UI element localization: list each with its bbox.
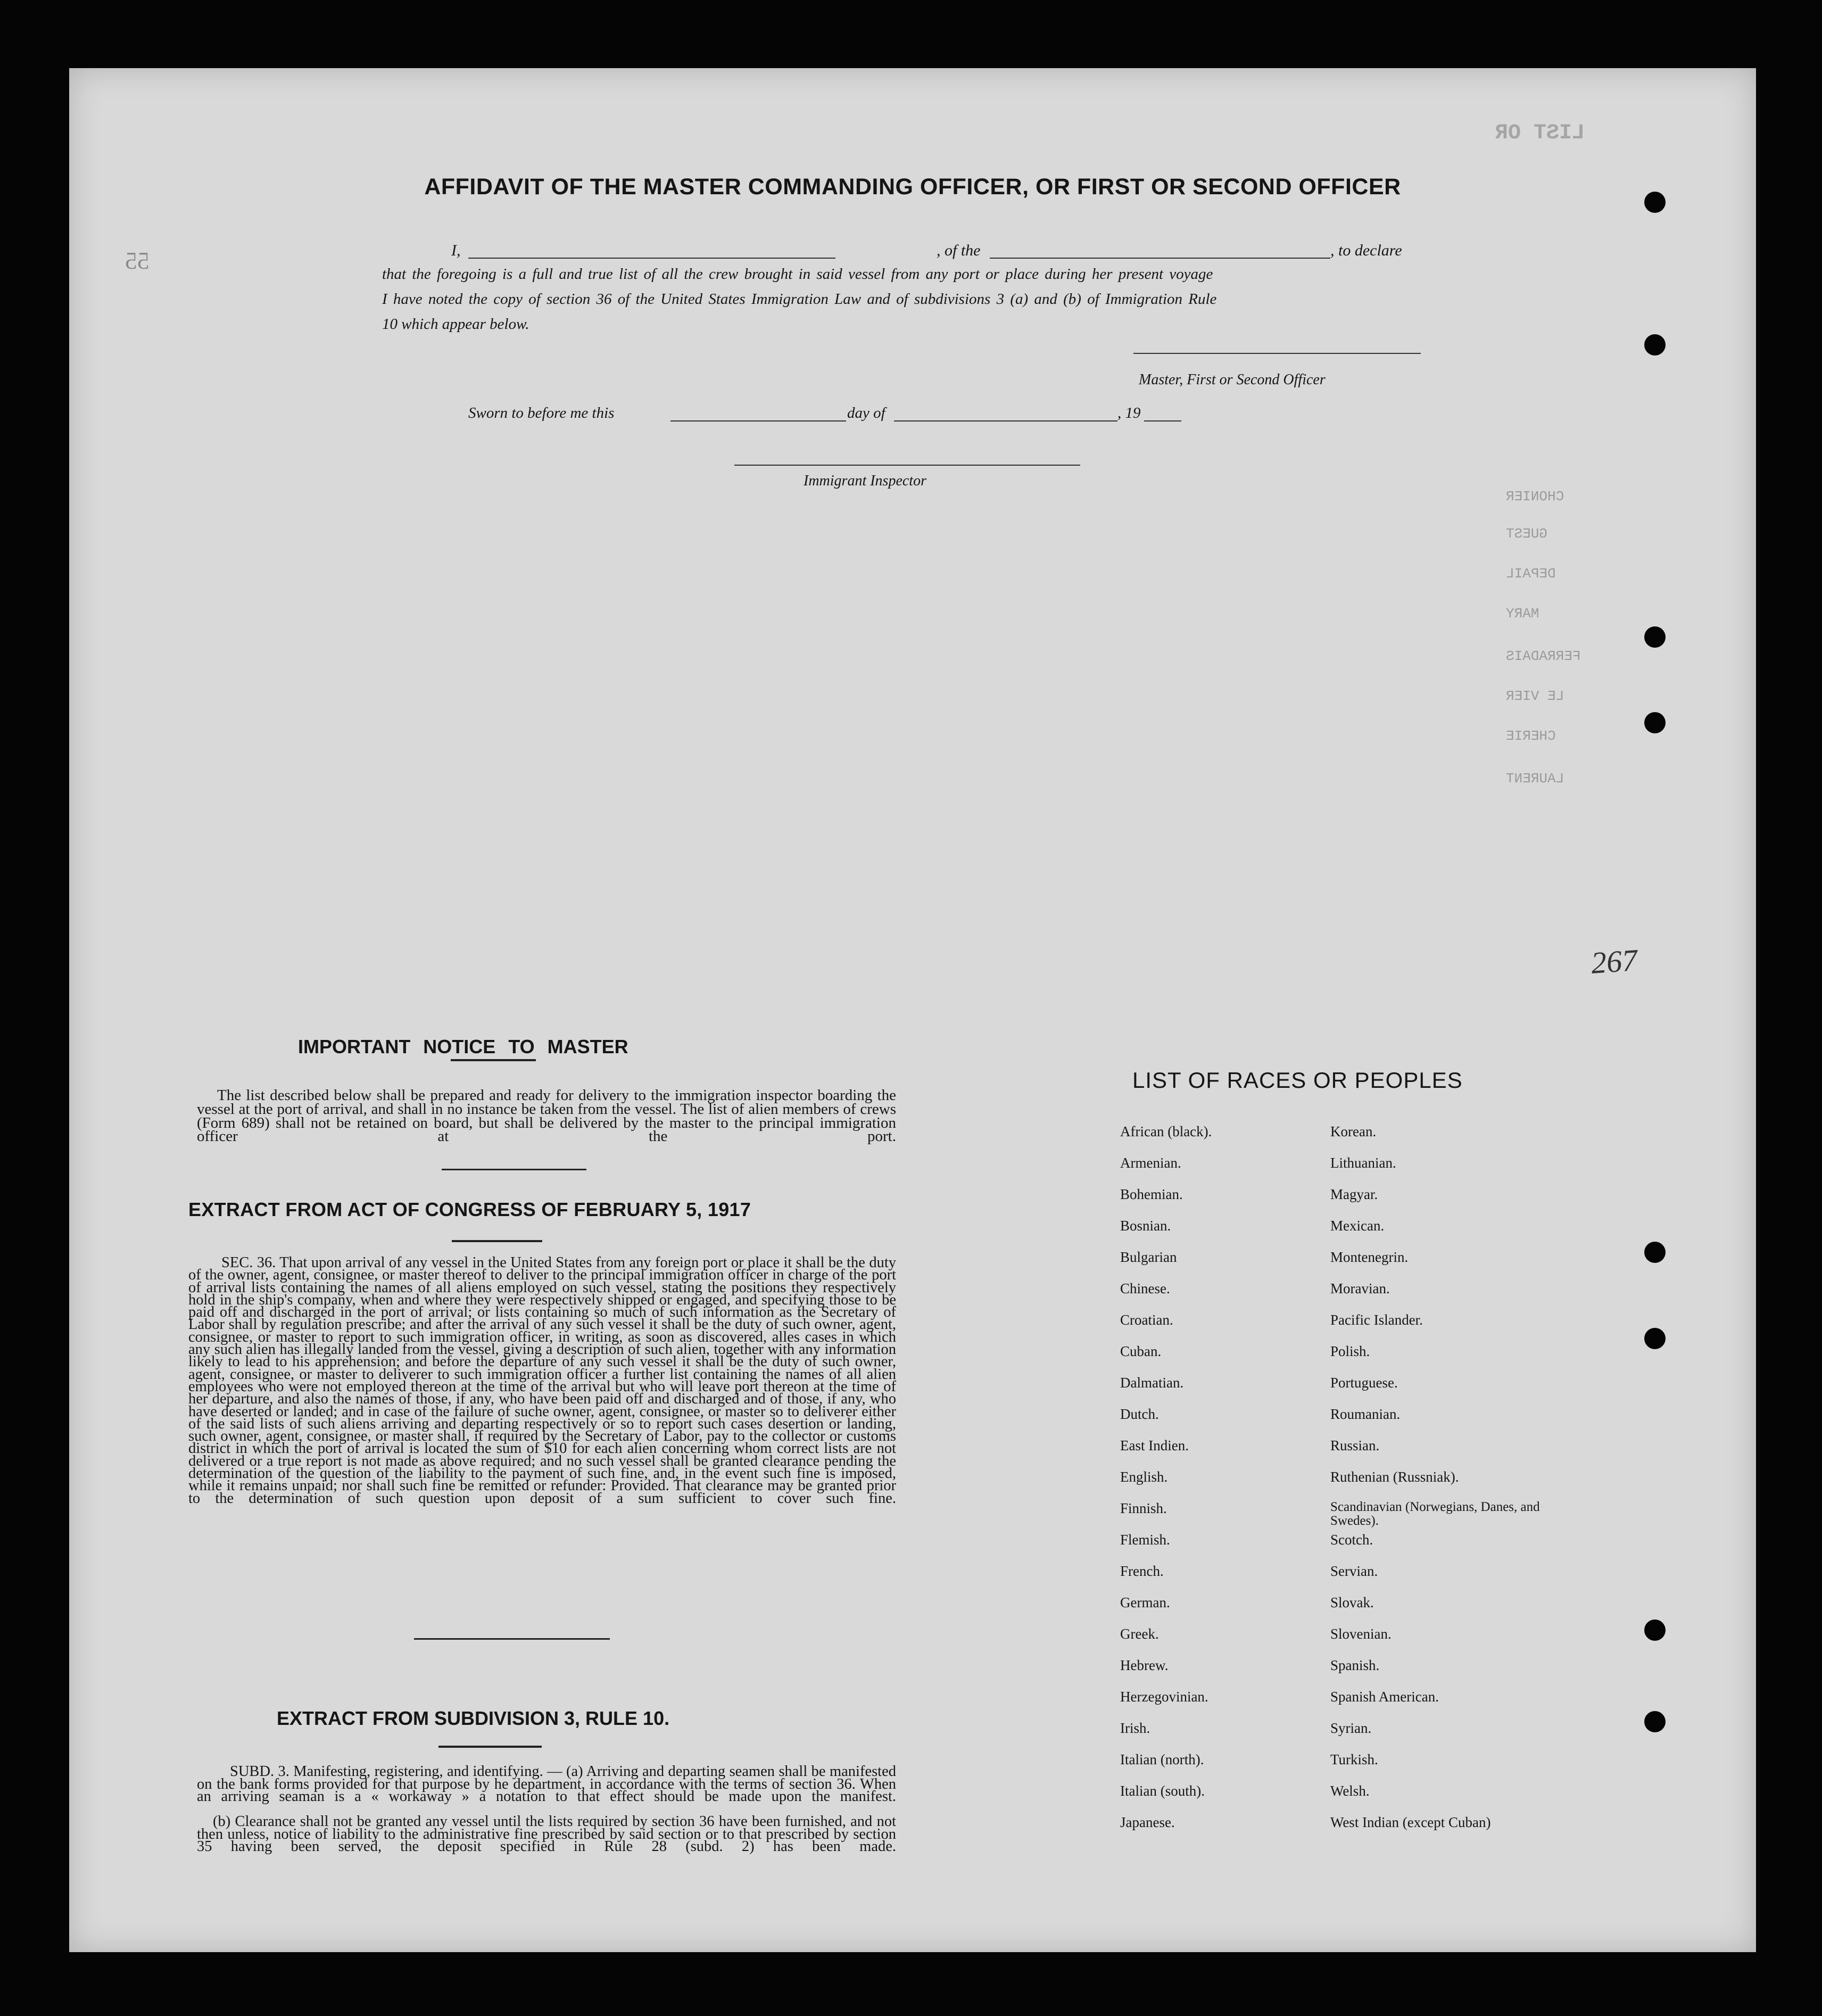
race-item: French. [1120,1563,1164,1579]
race-item: Scandinavian (Norwegians, Danes, and Swedes). [1330,1500,1540,1528]
act-title: EXTRACT FROM ACT OF CONGRESS OF FEBRUARY 5, 1917 [188,1199,751,1220]
signature-label: Master, First or Second Officer [1139,371,1326,388]
signature-field[interactable] [1133,353,1421,354]
year-label: , 19 [1117,404,1141,422]
bleed-through-text: CHONIER [1506,489,1564,505]
rule-text-b: (b) Clearance shall not be granted any vessel until the lists required by section 36 have been furnished, and not then unless, notice of liability to the administrative fine prescribed by said section or to that prescribed by section 35 having been served, the deposit specified in Rule 28 (subd. 2) has been made. [197,1813,896,1855]
race-item: Slovak. [1330,1594,1374,1610]
margin-number: 55 [125,247,150,274]
bleed-through-text: LE VIER [1506,688,1564,704]
title-underline [438,1746,542,1748]
race-item: Moravian. [1330,1280,1390,1296]
rule-text-a: SUBD. 3. Manifesting, registering, and identifying. — (a) Arriving and departing seamen shall be manifested on the bank forms provided for that purpose by he department, in accordance with the terms of section 36. When an arriving seaman is a « workaway » a notation to that effect should be made upon the manifest. [197,1763,896,1805]
race-item: Spanish American. [1330,1689,1439,1705]
race-item: African (black). [1120,1123,1212,1139]
races-column-1 [1120,1123,1212,1846]
sworn-label: Sworn to before me this [468,404,615,422]
punch-hole [1644,1711,1666,1732]
bleed-through-text: DEPAIL [1506,566,1556,582]
day-of-label: day of [847,404,885,422]
race-item: Irish. [1120,1720,1150,1736]
race-item: English. [1120,1469,1168,1485]
inspector-signature-field[interactable] [734,465,1080,466]
bleed-through-text: MARY [1506,606,1539,622]
affidavit-line: that the foregoing is a full and true list of all the crew brought in said vessel from any port or place during her present voyage [382,266,1213,283]
inspector-label: Immigrant Inspector [804,473,926,489]
race-item: Herzegovinian. [1120,1689,1208,1705]
race-item: Ruthenian (Russniak). [1330,1469,1459,1485]
race-item: Lithuanian. [1330,1155,1396,1171]
handwritten-number: 267 [1589,943,1639,980]
title-underline [451,1059,536,1061]
race-item: Magyar. [1330,1186,1378,1202]
race-item: Bohemian. [1120,1186,1183,1202]
race-item: Scotch. [1330,1532,1373,1548]
affidavit-title: AFFIDAVIT OF THE MASTER COMMANDING OFFICER, OR FIRST OR SECOND OFFICER [424,174,1401,200]
act-text: SEC. 36. That upon arrival of any vessel in the United States from any foreign port or place it shall be the duty of the owner, agent, consignee, or master thereof to deliver to the principal immigration officer in charge of the port of arrival lists containing the names of all aliens employed on such vessel, stating the positions they respectively hold in the ship's company, when and where they were respectively shipped or engaged, and specifying those to be paid off and discharged in the port of arrival; or lists containing so much of such information as the Secretary of Labor shall by regulation prescribe; and after the arrival of any such vessel it shall be the duty of such owner, agent, consignee, or master to report to such immigration officer, in writing, as soon as discovered, alles cases in which any such alien has illegally landed from the vessel, giving a description of such alien, together with any information likely to lead to his apprehension; and before the departure of any such vessel it shall be the duty of such owner, agent, consignee, or master to deliverer to such immigration officer a further list containing the names of all alien employees who were not employed thereon at the time of the arrival but who will leave port thereon at the time of her departure, and also the names of those, if any, who have been paid off and discharged and of those, if any, who have deserted or landed; and in case of the failure of suche owner, agent, consignee, or master so to deliverer either of the said lists of such aliens arriving and departing respectively or so to report such cases desertion or landing, such owner, agent, consignee, or master shall, if required by the Secretary of Labor, pay to the collector or customs district in which the port of arrival is located the sum of $10 for each alien concerning whom correct lists are not delivered or a true report is not made as above required; and no such vessel shall be granted clearance pending the determination of the question of the liability to the payment of such fine, and, in the event such fine is imposed, while it remains unpaid; nor shall such fine be remitted or refunder: Provided. That clearance may be granted prior to the determination of such question upon deposit of a sum sufficient to cover such fine. [188,1254,896,1507]
race-item: Croatian. [1120,1312,1173,1328]
punch-hole [1644,1328,1666,1349]
name-field[interactable] [468,258,835,259]
to-declare-label: , to declare [1330,242,1402,259]
race-item: Spanish. [1330,1657,1380,1673]
bleed-through-text: CHERIE [1506,728,1556,744]
notice-title: IMPORTANT NOTICE TO MASTER [298,1036,628,1057]
vessel-field[interactable] [990,258,1330,259]
bleed-through-text: LAURENT [1506,771,1564,787]
bleed-through-text: LIST OR [1495,121,1585,145]
race-item: Flemish. [1120,1532,1170,1548]
race-item: Greek. [1120,1626,1159,1642]
race-item: German. [1120,1594,1170,1610]
race-item: Dutch. [1120,1406,1159,1422]
race-item: Roumanian. [1330,1406,1401,1422]
race-item: Cuban. [1120,1343,1162,1359]
punch-hole [1644,334,1666,356]
race-item: Italian (north). [1120,1751,1204,1767]
race-item: Servian. [1330,1563,1378,1579]
race-item: Japanese. [1120,1814,1175,1830]
rule-title: EXTRACT FROM SUBDIVISION 3, RULE 10. [277,1707,670,1729]
document-sheet [69,68,1756,1952]
races-column-2 [1330,1123,1554,1846]
race-item: Bulgarian [1120,1249,1177,1265]
punch-hole [1644,1242,1666,1263]
race-item: Russian. [1330,1437,1380,1453]
race-item: Turkish. [1330,1751,1378,1767]
section-divider [414,1638,610,1640]
sworn-day-field[interactable] [670,420,846,422]
race-item: Polish. [1330,1343,1370,1359]
race-item: Syrian. [1330,1720,1372,1736]
race-item: East Indien. [1120,1437,1189,1453]
race-item: Italian (south). [1120,1783,1205,1799]
race-item: Montenegrin. [1330,1249,1409,1265]
race-item: Portuguese. [1330,1375,1398,1391]
punch-hole [1644,712,1666,733]
title-underline [452,1240,542,1242]
punch-hole [1644,626,1666,648]
race-item: Bosnian. [1120,1218,1171,1234]
notice-text: The list described below shall be prepared and ready for delivery to the immigration inspector boarding the vessel at the port of arrival, and shall in no instance be taken from the vessel. The list of alien members of crews (Form 689) shall not be retained on board, but shall be delivered by the master to the principal immigration officer at the port. [197,1087,896,1145]
race-item: Chinese. [1120,1280,1170,1296]
race-item: Armenian. [1120,1155,1181,1171]
affidavit-line: I have noted the copy of section 36 of the United States Immigration Law and of subdivisions 3 (a) and (b) of Immigration Rule [382,291,1217,308]
race-item: West Indian (except Cuban) [1330,1814,1491,1830]
section-divider [442,1169,586,1170]
races-title: LIST OF RACES OR PEOPLES [1132,1068,1463,1093]
race-item: Korean. [1330,1123,1377,1139]
sworn-month-field[interactable] [894,420,1117,422]
race-item: Welsh. [1330,1783,1370,1799]
race-item: Dalmatian. [1120,1375,1184,1391]
affidavit-line: 10 which appear below. [382,316,529,333]
sworn-year-field[interactable] [1144,420,1181,422]
bleed-through-text: FERRADAIS [1506,648,1581,664]
of-the-label: , of the [937,242,981,259]
race-item: Finnish. [1120,1500,1167,1516]
race-item: Hebrew. [1120,1657,1169,1673]
punch-hole [1644,1620,1666,1641]
bleed-through-text: GUEST [1506,526,1548,542]
race-item: Mexican. [1330,1218,1385,1234]
race-item: Slovenian. [1330,1626,1392,1642]
i-label: I, [451,242,461,259]
race-item: Pacific Islander. [1330,1312,1423,1328]
